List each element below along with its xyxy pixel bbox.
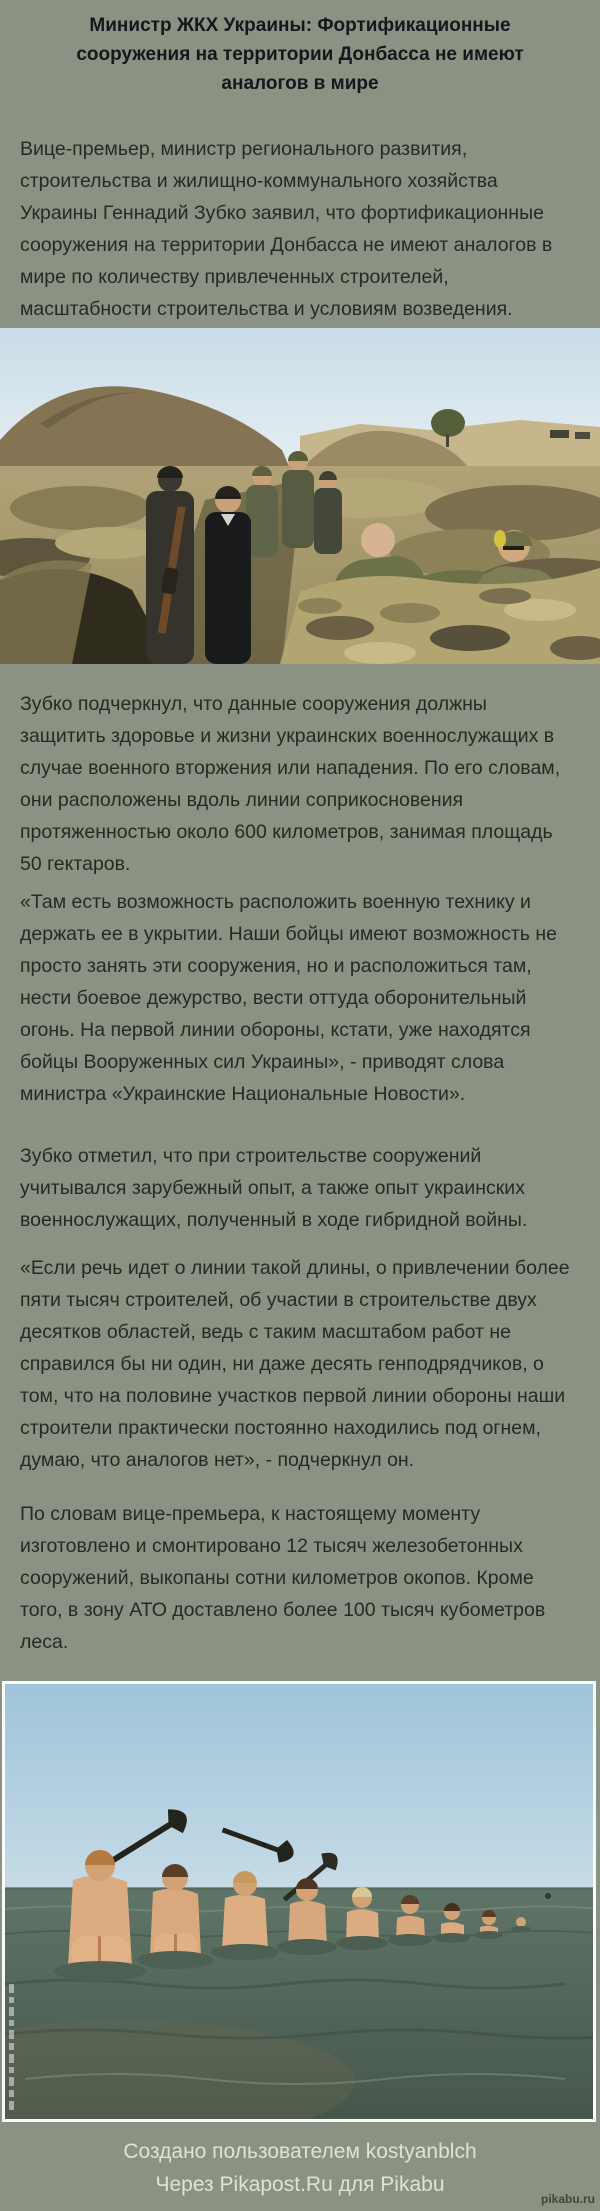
photo-trench-illustration bbox=[0, 328, 600, 664]
photo-sea-illustration bbox=[5, 1684, 593, 2119]
paragraph-quote-1: «Там есть возможность расположить военную технику и держать ее в укрытии. Наши бойцы имеют возможность не просто занять эти сооружения, но и расположиться там, нести боевое дежурство, вести оттуда оборонительный огонь. На первой линии обороны, кстати, уже находятся бойцы Вооруженных сил Украины», - приводят слова министра «Украинские Национальные Новости». bbox=[20, 891, 557, 1105]
paragraph-intro: Вице-премьер, министр регионального развития, строительства и жилищно-коммунального хозяйства Украины Геннадий Зубко заявил, что фортификационные сооружения на территории Донбасса не имеют аналогов в мире по количеству привлеченных строителей, масштабности строительства и условиям возведения. bbox=[20, 138, 553, 320]
paragraph-body: Зубко подчеркнул, что данные сооружения должны защитить здоровье и жизни украинских военнослужащих в случае военного вторжения или нападения. По его словам, они расположены вдоль линии соприкосновения протяженностью около 600 километров, занимая площадь 50 гектаров. bbox=[20, 693, 561, 875]
footer-created-by: Создано пользователем kostyanblch bbox=[123, 2140, 477, 2163]
photo-trench bbox=[0, 328, 600, 664]
photo-source-watermark bbox=[9, 1984, 14, 2110]
pikabu-watermark: pikabu.ru bbox=[540, 2192, 595, 2206]
post-title: Министр ЖКХ Украины: Фортификационные сооружения на территории Донбасса не имеют аналогов в мире bbox=[76, 15, 524, 94]
paragraph-quote-2: «Если речь идет о линии такой длины, о привлечении более пяти тысяч строителей, об участии в строительстве двух десятков областей, ведь с таким масштабом работ не справился бы ни один, ни даже десять генподрядчиков, о том, что на половине участков первой линии обороны наши строители практически постоянно находились под огнем, думаю, что аналогов нет», - подчеркнул он. bbox=[20, 1257, 570, 1471]
photo-sea bbox=[2, 1681, 596, 2122]
paragraph-body: Зубко отметил, что при строительстве сооружений учитывался зарубежный опыт, а также опыт украинских военнослужащих, полученный в ходе гибридной войны. bbox=[20, 1145, 528, 1231]
footer-via: Через Pikapost.Ru для Pikabu bbox=[155, 2173, 445, 2196]
paragraph-body: По словам вице-премьера, к настоящему моменту изготовлено и смонтировано 12 тысяч железобетонных сооружений, выкопаны сотни километров окопов. Кроме того, в зону АТО доставлено более 100 тысяч кубометров леса. bbox=[20, 1503, 546, 1653]
